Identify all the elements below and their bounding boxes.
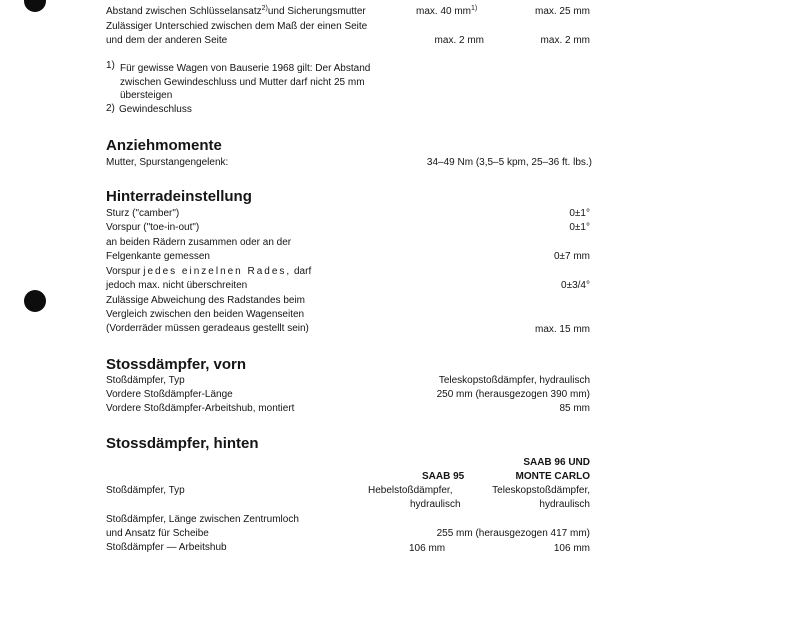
footnote-marker: 2) [106,103,115,114]
spec-label: an beiden Rädern zusammen oder an der [106,237,292,248]
spec-value: 255 mm (herausgezogen 417 mm) [436,528,590,539]
punch-hole [24,0,46,12]
spec-label: Stoßdämpfer, Länge zwischen Zentrumloch [106,514,299,525]
footnote-text: zwischen Gewindeschluss und Mutter darf nicht 25 mm [120,77,365,88]
spec-label: jedoch max. nicht überschreiten [106,280,248,291]
footnote-text: übersteigen [120,90,173,101]
column-header: MONTE CARLO [515,471,590,482]
spec-value: hydraulisch [539,499,590,510]
spec-label: Zulässige Abweichung des Radstandes beim [106,295,306,306]
spec-label: Stoßdämpfer, Typ [106,375,185,386]
spec-value: 0±7 mm [553,251,590,262]
spec-value: max. 15 mm [534,324,590,335]
section-heading: Anziehmomente [106,137,222,154]
footnote-text: Für gewisse Wagen von Bauserie 1968 gilt: Der Abstand [120,63,371,74]
spec-value: 85 mm [559,403,590,414]
spec-label: Vorspur jedes einzelnen Rades, darf [106,266,312,277]
spec-value: hydraulisch [410,499,461,510]
spec-label: (Vorderräder müssen geradeaus gestellt sein) [106,323,309,334]
spec-value: max. 25 mm [534,6,590,17]
punch-hole [24,290,46,312]
spec-value: 0±3/4° [561,280,590,291]
footnote-text: Gewindeschluss [119,104,192,115]
spec-label: Mutter, Spurstangengelenk: [106,157,229,168]
spec-value: Hebelstoßdämpfer, [368,485,453,496]
section-heading: Hinterradeinstellung [106,188,252,205]
spec-value: 0±1° [569,222,590,233]
spec-value: 250 mm (herausgezogen 390 mm) [436,389,590,400]
spec-value: 106 mm [409,543,446,554]
spec-value: max. 2 mm [434,35,484,46]
spec-label: Sturz ("camber") [106,208,180,219]
spec-label: Felgenkante gemessen [106,251,210,262]
spec-label: Stoßdämpfer — Arbeitshub [106,542,227,553]
spec-label: Zulässiger Unterschied zwischen dem Maß der einen Seite [106,21,368,32]
spec-label: Stoßdämpfer, Typ [106,485,185,496]
spec-value: max. 40 $mm^{1)}$ [416,5,478,17]
column-header: SAAB 95 [422,471,465,482]
spec-label: Vorspur ("toe-in-out") [106,222,200,233]
column-header: SAAB 96 UND [523,457,590,468]
spec-label: und dem der anderen Seite [106,35,228,46]
spec-label: und Ansatz für Scheibe [106,528,209,539]
section-heading: Stossdämpfer, hinten [106,435,259,452]
spec-value: 106 mm [553,543,590,554]
spec-label: Vergleich zwischen den beiden Wagenseiten [106,309,305,320]
spec-label: Abstand zwischen Schlüsselansatz$^{2)}$und Sicherungsmutter [106,5,366,17]
spec-value: 0±1° [569,208,590,219]
spec-value: Teleskopstoßdämpfer, [492,485,590,496]
spec-label: Vordere Stoßdämpfer-Arbeitshub, montiert [106,403,295,414]
section-heading: Stossdämpfer, vorn [106,356,247,373]
spec-value: Teleskopstoßdämpfer, hydraulisch [438,375,590,386]
spec-value: max. 2 mm [540,35,590,46]
spec-value: 34–49 Nm (3,5–5 kpm, 25–36 ft. lbs.) [426,157,592,168]
spec-label: Vordere Stoßdämpfer-Länge [106,389,233,400]
footnote-marker: 1) [106,60,115,71]
